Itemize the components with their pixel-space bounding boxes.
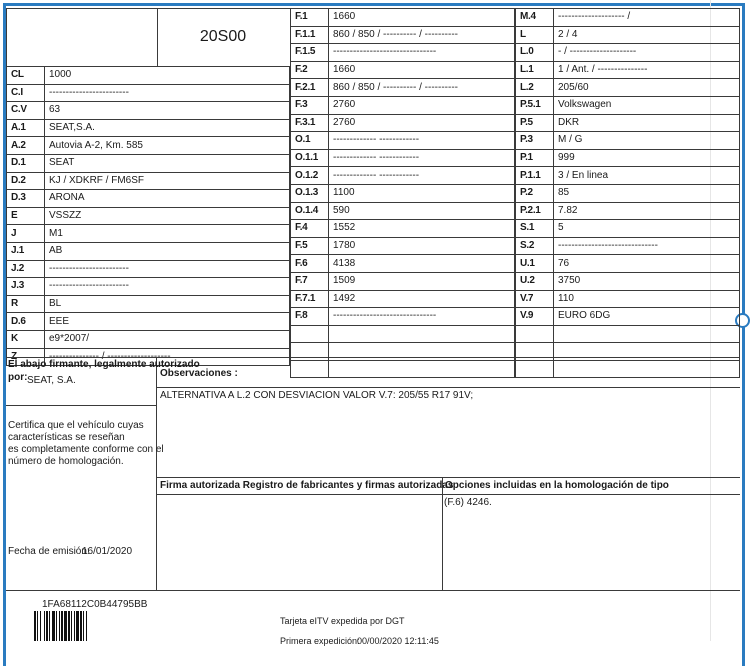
field-code <box>291 325 329 343</box>
divider <box>6 357 740 358</box>
certifica-line-1: Certifica que el vehículo cuyas <box>8 420 144 431</box>
field-code: J.3 <box>7 278 45 296</box>
table-row <box>291 237 515 255</box>
field-value <box>329 325 515 343</box>
barcode <box>34 611 124 641</box>
field-code: O.1.1 <box>291 149 329 167</box>
field-code: P.2.1 <box>516 202 554 220</box>
observaciones-label: Observaciones : <box>160 368 238 379</box>
field-code: V.9 <box>516 308 554 326</box>
field-value: 5 <box>554 220 740 238</box>
barcode-text: 1FA68112C0B44795BB <box>42 599 148 610</box>
field-value: 63 <box>45 102 290 120</box>
table-row <box>516 308 740 326</box>
table-row <box>291 255 515 273</box>
table-row <box>291 308 515 326</box>
field-value: 2760 <box>329 114 515 132</box>
field-code: P.2 <box>516 184 554 202</box>
table-row <box>516 360 740 378</box>
field-value: ------------------------------- <box>329 308 515 326</box>
field-code: F.8 <box>291 308 329 326</box>
field-code: F.4 <box>291 220 329 238</box>
table-row <box>516 96 740 114</box>
field-value: 1660 <box>329 9 515 27</box>
field-code: K <box>7 330 45 348</box>
table-row <box>7 67 290 85</box>
table-row <box>7 207 290 225</box>
divider <box>6 405 156 406</box>
field-code: L <box>516 26 554 44</box>
field-value: 110 <box>554 290 740 308</box>
field-value: M1 <box>45 225 290 243</box>
field-value: 1 / Ant. / --------------- <box>554 61 740 79</box>
field-value: ARONA <box>45 190 290 208</box>
table-row <box>516 220 740 238</box>
homologation-code: 20S00 <box>199 27 247 45</box>
table-row <box>291 360 515 378</box>
table-row <box>516 237 740 255</box>
table-row <box>291 79 515 97</box>
table-row <box>7 242 290 260</box>
divider <box>156 387 740 388</box>
field-value: 7.82 <box>554 202 740 220</box>
fecha-label: Fecha de emisión: <box>8 546 90 557</box>
field-value: 1780 <box>329 237 515 255</box>
field-value: ------------------------------ <box>554 237 740 255</box>
field-code: P.5.1 <box>516 96 554 114</box>
field-code: P.1 <box>516 149 554 167</box>
table-row <box>7 154 290 172</box>
field-code: F.2 <box>291 61 329 79</box>
table-row <box>291 26 515 44</box>
field-value: SEAT,S.A. <box>45 119 290 137</box>
table-row <box>516 61 740 79</box>
field-value: 205/60 <box>554 79 740 97</box>
field-code: C.V <box>7 102 45 120</box>
table-row <box>291 220 515 238</box>
field-value <box>329 360 515 378</box>
field-value: 76 <box>554 255 740 273</box>
header-empty-box <box>6 8 158 67</box>
field-code: J <box>7 225 45 243</box>
certifica-line-3: es completamente conforme con el <box>8 444 164 455</box>
field-value: 1552 <box>329 220 515 238</box>
field-code: D.1 <box>7 154 45 172</box>
field-value: 860 / 850 / ---------- / ---------- <box>329 26 515 44</box>
field-value: BL <box>45 295 290 313</box>
certifica-line-2: características se reseñan <box>8 432 125 443</box>
table-row <box>291 114 515 132</box>
field-code: D.6 <box>7 313 45 331</box>
table-row <box>516 184 740 202</box>
field-code: V.7 <box>516 290 554 308</box>
field-value: 1492 <box>329 290 515 308</box>
field-code: F.1.5 <box>291 44 329 62</box>
certifica-line-4: número de homologación. <box>8 456 124 467</box>
field-value: 4138 <box>329 255 515 273</box>
table-row <box>291 325 515 343</box>
table-row <box>516 325 740 343</box>
table-row <box>291 96 515 114</box>
field-value: ------------- ------------ <box>329 167 515 185</box>
signer-por-label: por: <box>8 372 28 383</box>
field-value: ------------- ------------ <box>329 149 515 167</box>
field-code <box>291 360 329 378</box>
table-row <box>516 132 740 150</box>
field-code: U.2 <box>516 272 554 290</box>
field-code: F.1 <box>291 9 329 27</box>
right-data-table <box>515 8 740 378</box>
table-row <box>7 260 290 278</box>
table-row <box>291 184 515 202</box>
field-value: -------------------- / <box>554 9 740 27</box>
field-code: F.2.1 <box>291 79 329 97</box>
middle-data-table <box>290 8 515 378</box>
field-value: 1000 <box>45 67 290 85</box>
field-code: J.1 <box>7 242 45 260</box>
divider <box>442 477 443 590</box>
table-row <box>516 44 740 62</box>
field-code: F.7.1 <box>291 290 329 308</box>
signer-title: El abajo firmante, legalmente autorizado <box>8 359 200 370</box>
table-row <box>7 102 290 120</box>
table-row <box>291 202 515 220</box>
table-row <box>7 330 290 348</box>
field-value: 2760 <box>329 96 515 114</box>
table-row <box>516 79 740 97</box>
field-value: 1660 <box>329 61 515 79</box>
field-value: EURO 6DG <box>554 308 740 326</box>
table-row <box>291 9 515 27</box>
field-code: P.1.1 <box>516 167 554 185</box>
field-code: O.1.3 <box>291 184 329 202</box>
field-value: ------------------------ <box>45 278 290 296</box>
field-code: O.1.4 <box>291 202 329 220</box>
field-value: ------------------------ <box>45 84 290 102</box>
table-row <box>291 290 515 308</box>
table-row <box>516 114 740 132</box>
field-value: M / G <box>554 132 740 150</box>
field-code: E <box>7 207 45 225</box>
field-value: 2 / 4 <box>554 26 740 44</box>
field-value: AB <box>45 242 290 260</box>
field-code <box>516 325 554 343</box>
field-value: SEAT <box>45 154 290 172</box>
field-code: U.1 <box>516 255 554 273</box>
field-code: J.2 <box>7 260 45 278</box>
opciones-text: (F.6) 4246. <box>444 497 492 508</box>
field-code: L.1 <box>516 61 554 79</box>
table-row <box>291 149 515 167</box>
field-code <box>516 360 554 378</box>
primera-value: 00/00/2020 12:11:45 <box>357 636 439 646</box>
table-row <box>291 272 515 290</box>
firma-label: Firma autorizada Registro de fabricantes y firmas autorizadas <box>160 480 454 491</box>
field-value: 85 <box>554 184 740 202</box>
field-value: 999 <box>554 149 740 167</box>
field-value: EEE <box>45 313 290 331</box>
field-code: F.3 <box>291 96 329 114</box>
field-code: O.1 <box>291 132 329 150</box>
field-value: Volkswagen <box>554 96 740 114</box>
field-value: 3750 <box>554 272 740 290</box>
table-row <box>7 190 290 208</box>
fecha-value: 16/01/2020 <box>82 546 133 557</box>
field-code: C.I <box>7 84 45 102</box>
table-row <box>7 84 290 102</box>
table-row <box>516 272 740 290</box>
field-code: F.3.1 <box>291 114 329 132</box>
field-value: 860 / 850 / ---------- / ---------- <box>329 79 515 97</box>
field-code: R <box>7 295 45 313</box>
field-code: F.7 <box>291 272 329 290</box>
field-code: O.1.2 <box>291 167 329 185</box>
table-row <box>7 278 290 296</box>
field-value: KJ / XDKRF / FM6SF <box>45 172 290 190</box>
field-value <box>554 360 740 378</box>
field-code: S.2 <box>516 237 554 255</box>
field-value: 3 / En linea <box>554 167 740 185</box>
field-code: P.5 <box>516 114 554 132</box>
table-row <box>516 26 740 44</box>
field-value: - / -------------------- <box>554 44 740 62</box>
divider <box>156 494 740 495</box>
table-row <box>291 44 515 62</box>
divider <box>156 357 157 590</box>
field-code: M.4 <box>516 9 554 27</box>
field-value: ------------- ------------ <box>329 132 515 150</box>
field-code: F.5 <box>291 237 329 255</box>
field-code: D.3 <box>7 190 45 208</box>
field-value: Autovia A-2, Km. 585 <box>45 137 290 155</box>
field-code: CL <box>7 67 45 85</box>
field-value: VSSZZ <box>45 207 290 225</box>
field-code: F.6 <box>291 255 329 273</box>
field-code: A.2 <box>7 137 45 155</box>
table-row <box>516 202 740 220</box>
field-code: A.1 <box>7 119 45 137</box>
field-code: S.1 <box>516 220 554 238</box>
table-row <box>291 132 515 150</box>
field-code: L.2 <box>516 79 554 97</box>
field-code: D.2 <box>7 172 45 190</box>
field-value <box>554 325 740 343</box>
field-code: P.3 <box>516 132 554 150</box>
table-row <box>291 61 515 79</box>
field-value: 1100 <box>329 184 515 202</box>
table-row <box>291 167 515 185</box>
table-row <box>7 119 290 137</box>
table-row <box>7 295 290 313</box>
table-row <box>7 225 290 243</box>
left-data-table <box>6 66 290 366</box>
field-code: L.0 <box>516 44 554 62</box>
field-value: ------------------------------- <box>329 44 515 62</box>
table-row <box>516 255 740 273</box>
field-code: F.1.1 <box>291 26 329 44</box>
table-row <box>7 313 290 331</box>
field-value: e9*2007/ <box>45 330 290 348</box>
signer-por-value: SEAT, S.A. <box>27 375 76 386</box>
divider <box>6 590 740 591</box>
table-row <box>516 167 740 185</box>
table-row <box>7 172 290 190</box>
divider <box>156 477 740 478</box>
opciones-label: Opciones incluidas en la homologación de tipo <box>445 480 669 491</box>
field-value: 1509 <box>329 272 515 290</box>
primera-label: Primera expedición: <box>280 636 360 646</box>
table-row <box>516 290 740 308</box>
field-value: DKR <box>554 114 740 132</box>
table-row <box>7 137 290 155</box>
table-row <box>516 149 740 167</box>
field-value: 590 <box>329 202 515 220</box>
field-value: ------------------------ <box>45 260 290 278</box>
table-row <box>516 9 740 27</box>
observaciones-text: ALTERNATIVA A L.2 CON DESVIACION VALOR V.7: 205/55 R17 91V; <box>160 390 474 401</box>
issued-by: Tarjeta eITV expedida por DGT <box>280 616 405 626</box>
